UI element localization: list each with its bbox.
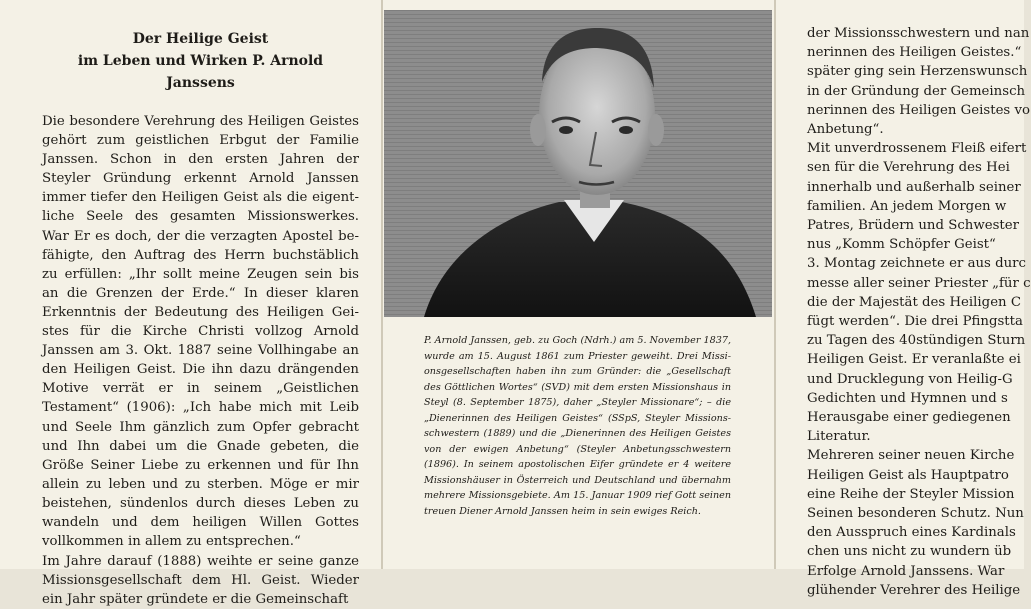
right-text-line: nus „Komm Schöpfer Geist“: [807, 237, 996, 253]
right-text-line: sen für die Verehrung des Hei: [807, 160, 1010, 176]
right-text-line: Patres, Brüdern und Schwester: [807, 218, 1019, 234]
left-panel: [0, 0, 381, 608]
portrait-photo: [384, 10, 772, 317]
right-text-line: Anbetung“.: [807, 122, 884, 138]
right-text-line: Gedichten und Hymnen und s: [807, 390, 1008, 406]
right-text-line: Erfolge Arnold Janssens. War: [807, 563, 1005, 579]
right-panel: [776, 0, 1031, 598]
right-text-line: eine Reihe der Steyler Mission: [807, 486, 1015, 502]
right-text-line: 3. Montag zeichnete er aus durc: [807, 256, 1026, 272]
right-text-line: Heiligen Geist. Er veranlaßte ei: [807, 352, 1021, 368]
right-text-line: und Drucklegung von Heilig-G: [807, 371, 1013, 387]
portrait-illustration: [384, 10, 772, 317]
right-text-line: Heiligen Geist als Hauptpatro: [807, 467, 1009, 483]
right-text-line: Mehreren seiner neuen Kirche: [807, 448, 1015, 464]
right-text-line: in der Gründung der Gemeinsch: [807, 83, 1026, 99]
right-text-line: Mit unverdrossenem Fleiß eifert: [807, 141, 1027, 157]
left-paragraph-2: Im Jahre darauf (1888) weihte er seine ganze Missionsgesellschaft dem Hl. Geist. Wieder ein Jahr später gründete er die Gemeinschaft: [42, 554, 359, 608]
right-text-line: Herausgabe einer gediegenen: [807, 410, 1011, 426]
right-text-line: nerinnen des Heiligen Geistes.“: [807, 45, 1022, 61]
right-text-line: nerinnen des Heiligen Geistes vo: [807, 102, 1031, 118]
right-text-line: Seinen besonderen Schutz. Nun: [807, 506, 1024, 522]
right-text-line: zu Tagen des 40stündigen Sturn: [807, 333, 1026, 349]
right-text-line: der Missionsschwestern und nan: [807, 26, 1030, 41]
right-text-line: innerhalb und außerhalb seiner: [807, 179, 1021, 195]
article-subtitle: im Leben und Wirken P. Arnold Janssens: [77, 53, 324, 91]
right-text-line: fügt werden“. Die drei Pfingstta: [807, 314, 1023, 330]
photo-caption: P. Arnold Janssen, geb. zu Goch (Ndrh.) am 5. November 1837, wurde am 15. August 1861 zum Priester geweiht. Drei Missionsgesellschaften haben ihn zum Gründer: die „Gesellschaft des Göttlichen Wortes“ (SVD) mit dem ersten Missionshaus in Steyl (8. September 1875), daher „Steyler Missionare“; – die „Dienerinnen des Heiligen Geistes“ (SSpS, Steyler Missionsschwestern (1889) und die „Dienerinnen des Heiligen Geistes von der ewigen Anbetung“ (Steyler Anbetungsschwestern (1896). In seinem apostolischen Eifer gründete er 4 weitere Missionshäuser in Österreich und Deutschland und übernahm mehrere Missionsgebiete. Am 15. Januar 1909 rief Gott seinen treuen Diener Arnold Janssen heim in sein ewiges Reich.: [424, 335, 731, 517]
left-paragraph-1: Die besondere Verehrung des Heiligen Geistes gehört zum geistlichen Erbgut der Familie Janssen. Schon in den ersten Jahren der Steyler Gründung erkennt Arnold Janssen immer tiefer den Heiligen Geist als die eigentliche Seele des gesamten Missionswerkes. War Er es doch, der die verzagten Apostel befähigte, den Auftrag des Herrn buchstäblich zu erfüllen: „Ihr sollt meine Zeugen sein bis an die Grenzen der Erde.“ In dieser klaren Erkenntnis der Bedeutung des Heiligen Geistes für die Kirche Christi vollzog Arnold Janssen am 3. Okt. 1887 seine Vollhingabe an den Heiligen Geist. Die ihn dazu drängenden Motive verrät er in seinem „Geistlichen Testament“ (1906): „Ich habe mich mit Leib und Seele Ihm gänzlich zum Opfer gebracht und Ihn dabei um die Gnade gebeten, die Größe Seiner Liebe zu erkennen und für Ihn allein zu leben und zu sterben. Möge er mir beistehen, sündenlos durch dieses Leben zu wandeln und dem heiligen Willen Gottes vollkommen in allem zu entsprechen.“: [42, 114, 359, 550]
right-text-line: glühender Verehrer des Heilige: [807, 582, 1021, 598]
right-text-line: familien. An jedem Morgen w: [807, 198, 1007, 214]
middle-panel: [383, 0, 774, 569]
right-text-line: chen uns nicht zu wundern üb: [807, 544, 1012, 560]
right-text-line: Literatur.: [807, 429, 871, 445]
right-text-line: die der Majestät des Heiligen C: [807, 294, 1022, 310]
right-text-line: den Ausspruch eines Kardinals: [807, 525, 1016, 541]
right-text-line: später ging sein Herzenswunsch: [807, 64, 1028, 80]
right-column-text: [807, 24, 1031, 600]
article-title: Der Heilige Geist: [132, 31, 269, 47]
right-text-line: messe aller seiner Priester „für c: [807, 275, 1031, 291]
